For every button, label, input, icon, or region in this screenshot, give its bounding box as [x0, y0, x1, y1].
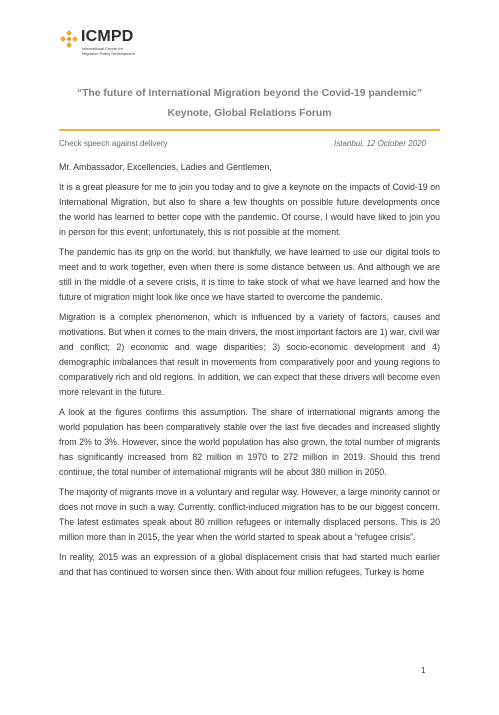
logo-subtitle-line2: Migration Policy Development — [82, 51, 135, 56]
logo-subtitle — [82, 46, 192, 56]
title-divider — [59, 129, 440, 131]
icmpd-logo — [59, 27, 219, 59]
speech-title: “The future of International Migration beyond the Covid-19 pandemic” — [76, 88, 423, 99]
speech-subtitle: Keynote, Global Relations Forum — [167, 108, 332, 119]
salutation: Mr. Ambassador, Excellencies, Ladies and Gentlemen, — [59, 162, 272, 172]
logo-name: ICMPD — [81, 28, 134, 45]
speech-body — [59, 160, 440, 585]
body-paragraph: It is a great pleasure for me to join you today and to give a keynote on the impacts of Covid-19 on International Migration, but also to share a few thoughts on possible future developments once the world has learned to better cope with the pandemic. Of course, I would have liked to join you in person for this event; unfortunately, this is not possible at the moment. — [59, 182, 440, 237]
body-paragraph: In reality, 2015 was an expression of a global displacement crisis that had started much earlier and that has continued to worsen since then. With about four million refugees, Turkey is home — [59, 552, 440, 577]
place-date: Istanbul, 12 October 2020 — [334, 139, 427, 148]
page-number: 1 — [421, 666, 426, 675]
body-paragraph: The pandemic has its grip on the world, but thankfully, we have learned to use our digital tools to meet and to work together, even when there is some distance between us. And although we are still in the middle of a severe crisis, it is time to take stock of what we have learned and how the future of migration might look like once we have started to overcome the pandemic. — [59, 247, 440, 302]
icmpd-logo-mark-icon — [59, 29, 79, 49]
body-paragraph: The majority of migrants move in a voluntary and regular way. However, a large minority cannot or does not move in such a way. Currently, conflict-induced migration has to be our biggest concern. The latest estimates speak about 80 million refugees or internally displaced persons. This is 20 million more than in 2015, the year when the world started to speak about a “refugee crisis”. — [59, 487, 440, 542]
delivery-note: Check speech against delivery — [59, 139, 168, 148]
logo-subtitle-line1: International Centre for — [82, 46, 123, 51]
body-paragraph: A look at the figures confirms this assumption. The share of international migrants among the world population has been comparatively stable over the last five decades and increased slightly from 2% to 3%. However, since the world population has also grown, the total number of migrants has significantly increased from 82 million in 1970 to 272 million in 2019. Should this trend continue, the total number of international migrants will be about 380 million in 2050. — [59, 407, 440, 477]
body-paragraph: Migration is a complex phenomenon, which is influenced by a variety of factors, causes and motivations. But when it comes to the main drivers, the most important factors are 1) war, civil war and conflict; 2) economic and wage disparities; 3) socio-economic development and 4) demographic imbalances that result in movements from comparatively poor and young regions to comparatively rich and old regions. In addition, we can expect that these drivers will become even more relevant in the future. — [59, 312, 440, 397]
